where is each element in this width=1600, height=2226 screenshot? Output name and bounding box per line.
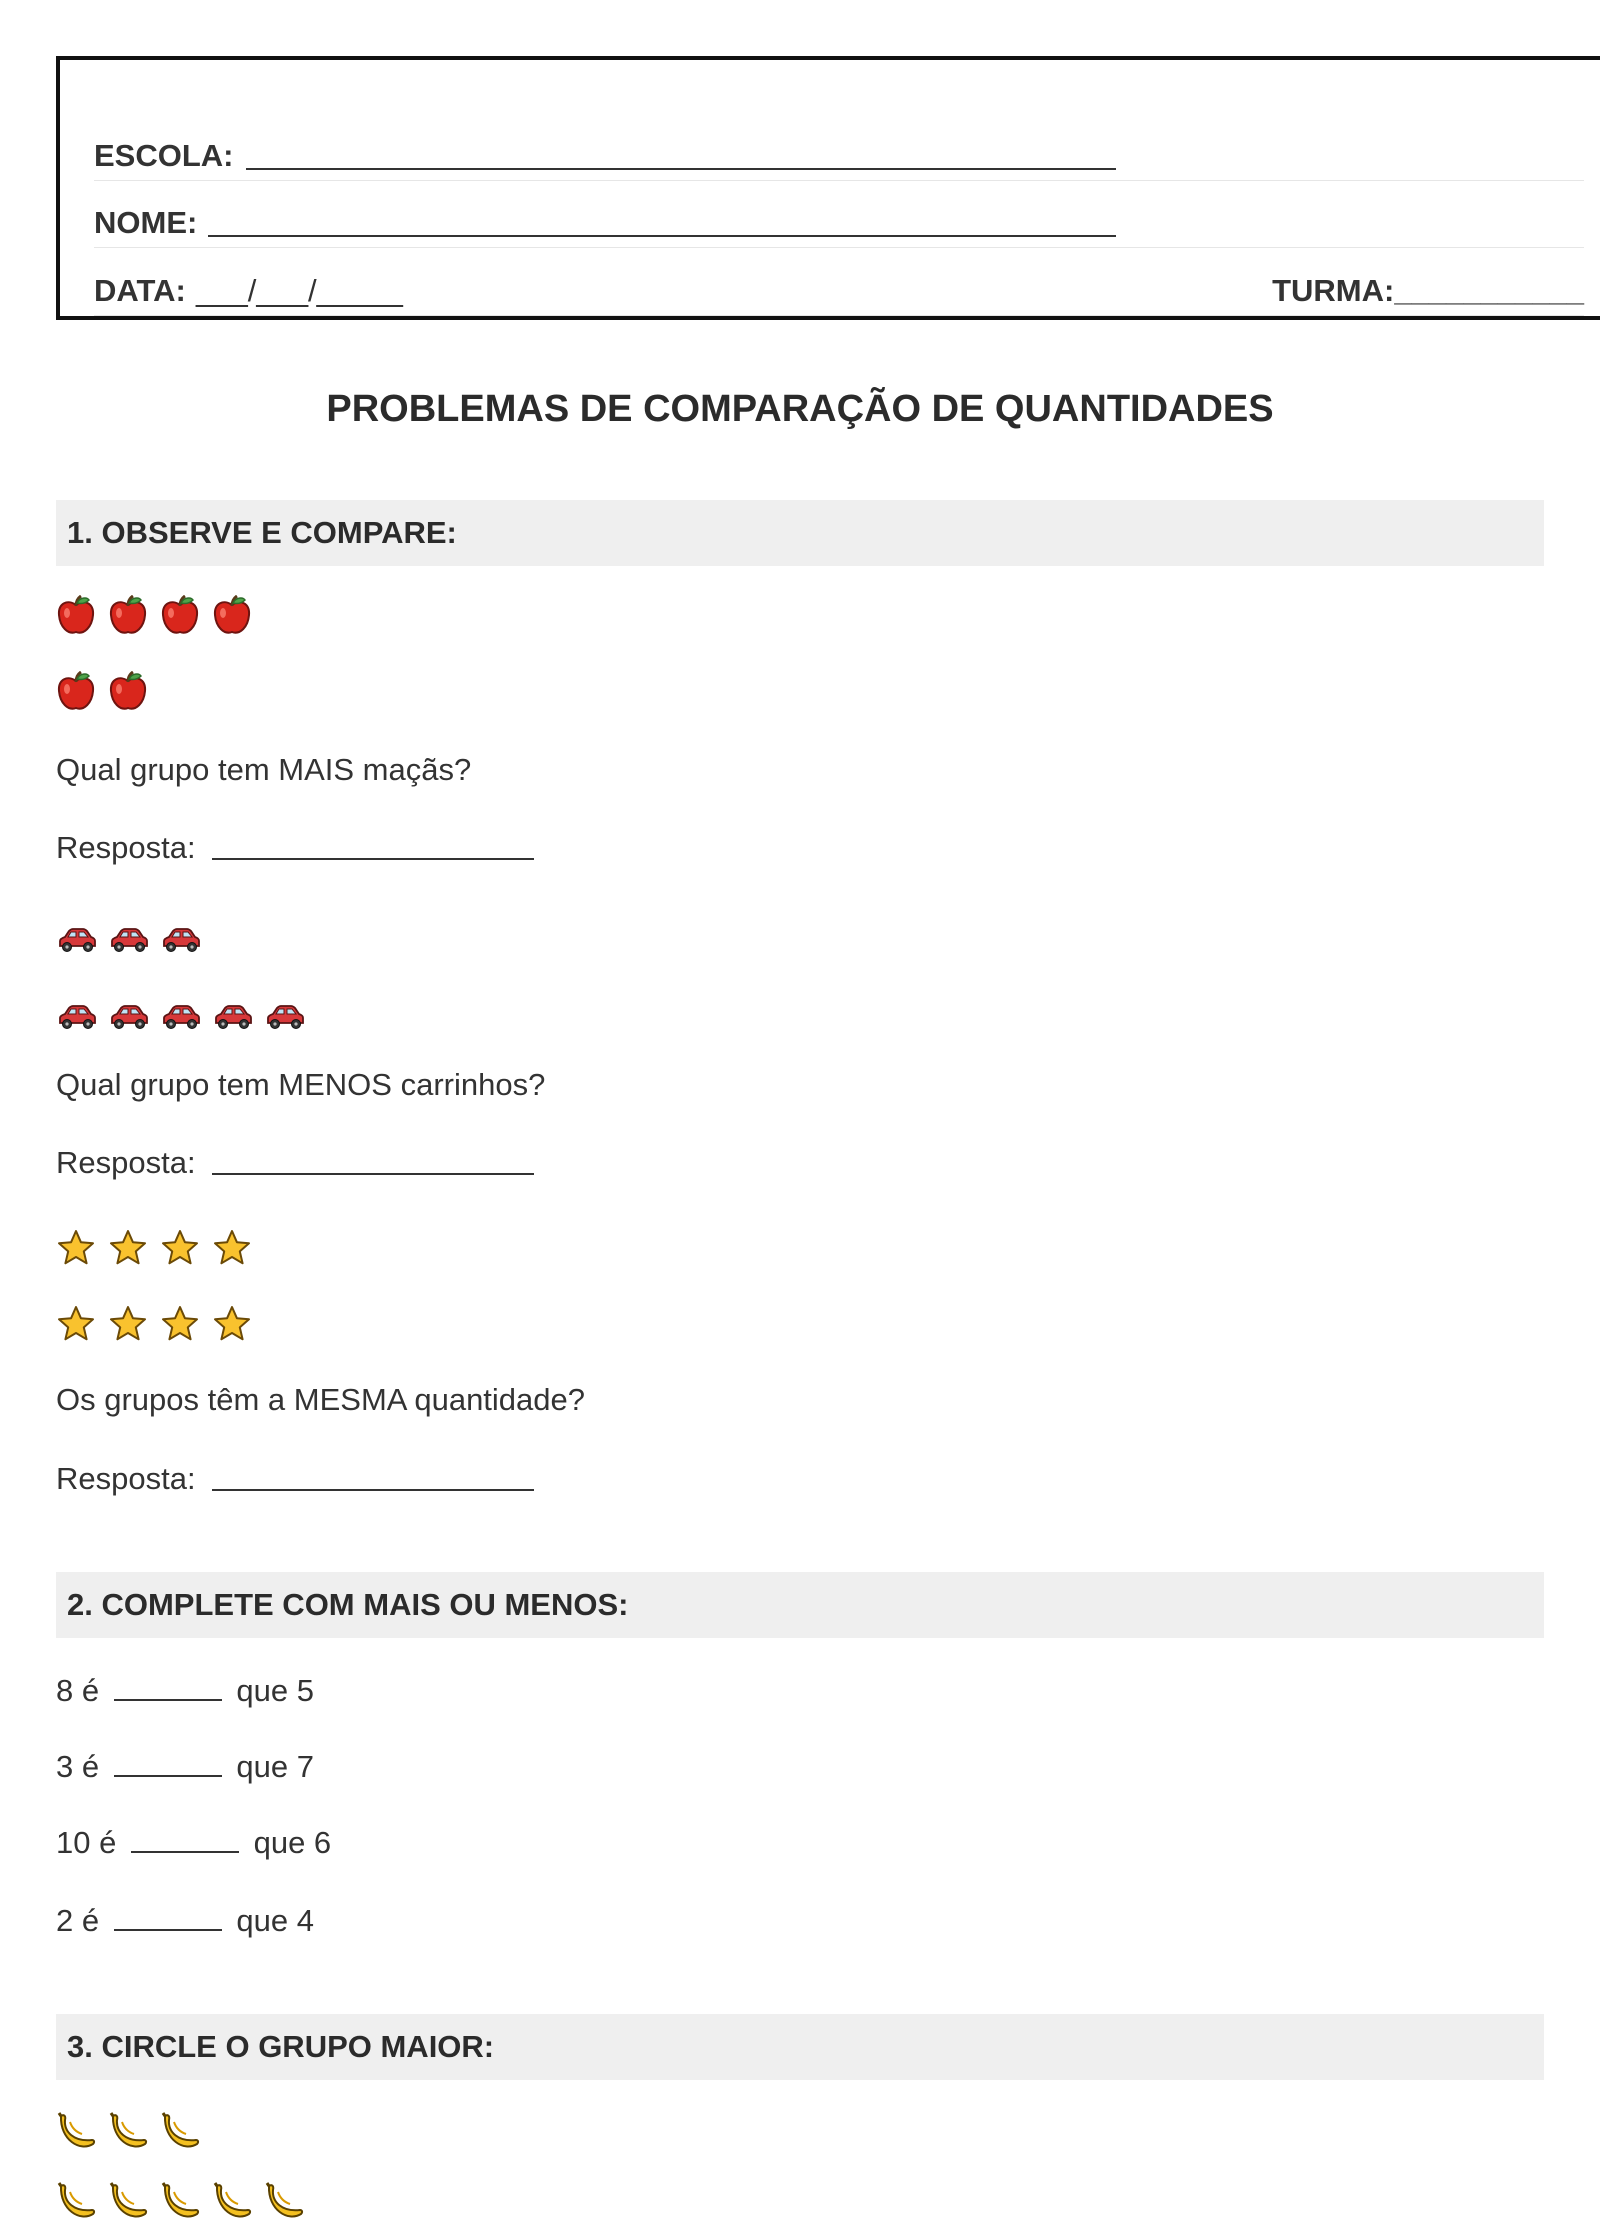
name-field[interactable] <box>208 235 1116 237</box>
compare-left-3: 10 é <box>56 1825 117 1860</box>
answer-label-2: Resposta: <box>56 1145 196 1180</box>
compare-right-3: que 6 <box>253 1825 332 1860</box>
answer-row-2 <box>56 1145 534 1181</box>
name-label: NOME: <box>94 205 198 240</box>
compare-item-4 <box>56 1903 314 1939</box>
answer-row-1 <box>56 830 534 866</box>
compare-right-2: que 7 <box>236 1749 314 1784</box>
name-row <box>94 191 1584 248</box>
compare-blank-2[interactable] <box>114 1775 222 1777</box>
compare-right-4: que 4 <box>236 1903 314 1938</box>
compare-item-3 <box>56 1825 331 1861</box>
answer-row-3 <box>56 1461 534 1497</box>
worksheet-title: PROBLEMAS DE COMPARAÇÃO DE QUANTIDADES <box>326 388 1274 430</box>
answer-label-3: Resposta: <box>56 1461 196 1496</box>
date-label: DATA: <box>94 273 186 308</box>
answer-field-3[interactable] <box>212 1489 534 1491</box>
answer-field-1[interactable] <box>212 858 534 860</box>
compare-left-4: 2 é <box>56 1903 100 1938</box>
school-row <box>94 124 1584 181</box>
compare-item-1 <box>56 1673 314 1709</box>
section-3-heading: 3. CIRCLE O GRUPO MAIOR: <box>56 2014 1544 2080</box>
question-3: Os grupos têm a MESMA quantidade? <box>56 1382 586 1417</box>
question-1: Qual grupo tem MAIS maçãs? <box>56 752 472 787</box>
compare-blank-1[interactable] <box>114 1699 222 1701</box>
student-info-box <box>56 56 1600 320</box>
compare-item-2 <box>56 1749 314 1785</box>
date-field[interactable]: ___/___/_____ <box>196 273 403 308</box>
question-2: Qual grupo tem MENOS carrinhos? <box>56 1067 546 1102</box>
compare-left-1: 8 é <box>56 1673 100 1708</box>
compare-right-1: que 5 <box>236 1673 314 1708</box>
compare-left-2: 3 é <box>56 1749 100 1784</box>
school-field[interactable] <box>246 168 1116 170</box>
section-2-heading: 2. COMPLETE COM MAIS OU MENOS: <box>56 1572 1544 1638</box>
compare-blank-4[interactable] <box>114 1929 222 1931</box>
compare-blank-3[interactable] <box>131 1851 239 1853</box>
class-field[interactable]: TURMA:___________ <box>1272 273 1584 308</box>
answer-field-2[interactable] <box>212 1173 534 1175</box>
school-label: ESCOLA: <box>94 138 234 173</box>
section-1-heading: 1. OBSERVE E COMPARE: <box>56 500 1544 566</box>
date-row <box>94 259 1584 316</box>
answer-label-1: Resposta: <box>56 830 196 865</box>
